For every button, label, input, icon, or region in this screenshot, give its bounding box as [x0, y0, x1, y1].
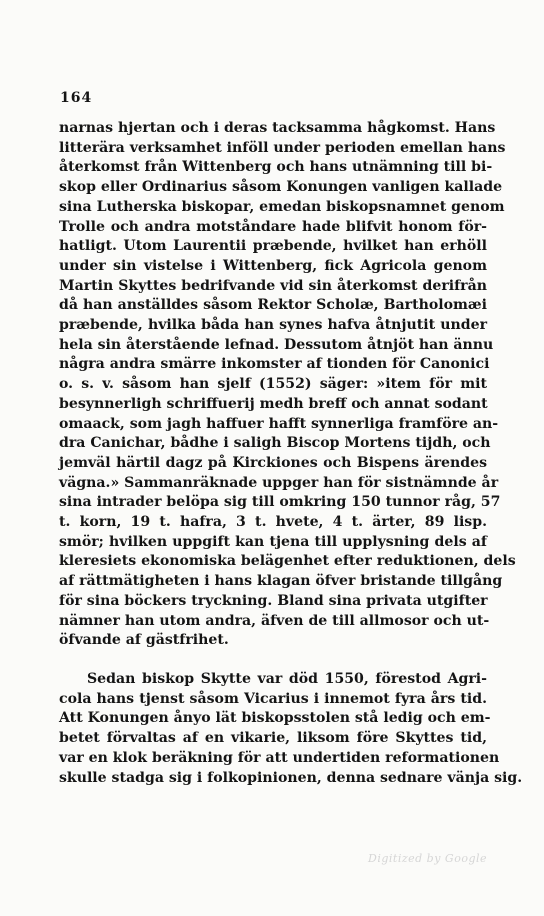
text-line: af rättmätigheten i hans klagan öfver bristande tillgång — [59, 573, 503, 590]
text-line: dra Canichar, bådhe i saligh Biscop Mortens tijdh, och — [59, 435, 491, 452]
paragraph-gap — [59, 651, 487, 670]
text-line: omaack, som jagh haffuer hafft synnerliga framföre an- — [59, 415, 499, 432]
paragraph — [59, 670, 523, 788]
text-line: sina Lutherska biskopar, emedan biskopsnamnet genom — [59, 198, 505, 215]
text-line: var en klok beräkning för att undertiden reformationen — [59, 749, 500, 766]
text-line: då han anställdes såsom Rektor Scholæ, Bartholomæi — [59, 297, 487, 314]
text-line: under sin vistelse i Wittenberg, fick Agricola genom — [59, 257, 487, 274]
text-line: Sedan biskop Skytte var död 1550, förestod Agri- — [87, 670, 487, 687]
text-line: skop eller Ordinarius såsom Konungen vanligen kallade — [59, 179, 503, 196]
text-line: o. s. v. såsom han sjelf (1552) säger: »item för mit — [59, 376, 487, 393]
text-line: jemväl härtil dagz på Kirckiones och Bispens ärendes — [59, 454, 487, 471]
page-number: 164 — [60, 90, 93, 106]
text-line: hatligt. Utom Laurentii præbende, hvilket han erhöll — [59, 238, 487, 255]
text-line: skulle stadga sig i folkopinionen, denna sednare vänja sig. — [59, 769, 523, 786]
text-line: cola hans tjenst såsom Vicarius i innemot fyra års tid. — [59, 690, 487, 707]
text-line: återkomst från Wittenberg och hans utnämning till bi- — [59, 159, 493, 176]
text-line: litterära verksamhet inföll under perioden emellan hans — [59, 139, 506, 156]
text-line: Trolle och andra motståndare hade blifvit honom för- — [59, 218, 487, 235]
paragraph — [59, 119, 516, 651]
body-text — [59, 119, 523, 788]
text-line: vägna.» Sammanräknade uppger han för sistnämnde år — [59, 474, 499, 491]
text-line: t. korn, 19 t. hafra, 3 t. hvete, 4 t. ärter, 89 lisp. — [59, 514, 487, 531]
text-line: kleresiets ekonomiska belägenhet efter reduktionen, dels — [59, 553, 516, 570]
text-line: Att Konungen ånyo lät biskopsstolen stå ledig och em- — [59, 710, 491, 727]
text-line: narnas hjertan och i deras tacksamma hågkomst. Hans — [59, 120, 496, 136]
text-line: Martin Skyttes bedrifvande vid sin återkomst derifrån — [59, 277, 487, 294]
text-line: öfvande af gästfrihet. — [59, 632, 229, 649]
text-line: för sina böckers tryckning. Bland sina privata utgifter — [59, 592, 488, 609]
text-line: nämner han utom andra, äfven de till allmosor och ut- — [59, 612, 490, 629]
text-line: smör; hvilken uppgift kan tjena till upplysning dels af — [59, 533, 487, 550]
text-line: sina intrader belöpa sig till omkring 150 tunnor råg, 57 — [59, 494, 501, 511]
text-line: några andra smärre inkomster af tionden för Canonici — [59, 356, 490, 373]
text-line: betet förvaltas af en vikarie, liksom före Skyttes tid, — [59, 730, 487, 747]
text-line: hela sin återstående lefnad. Dessutom åtnjöt han ännu — [59, 336, 494, 353]
text-line: besynnerligh schriffuerij medh breff och annat sodant — [59, 395, 488, 412]
text-line: præbende, hvilka båda han synes hafva åtnjutit under — [59, 317, 487, 334]
watermark: Digitized by Google — [368, 852, 488, 865]
